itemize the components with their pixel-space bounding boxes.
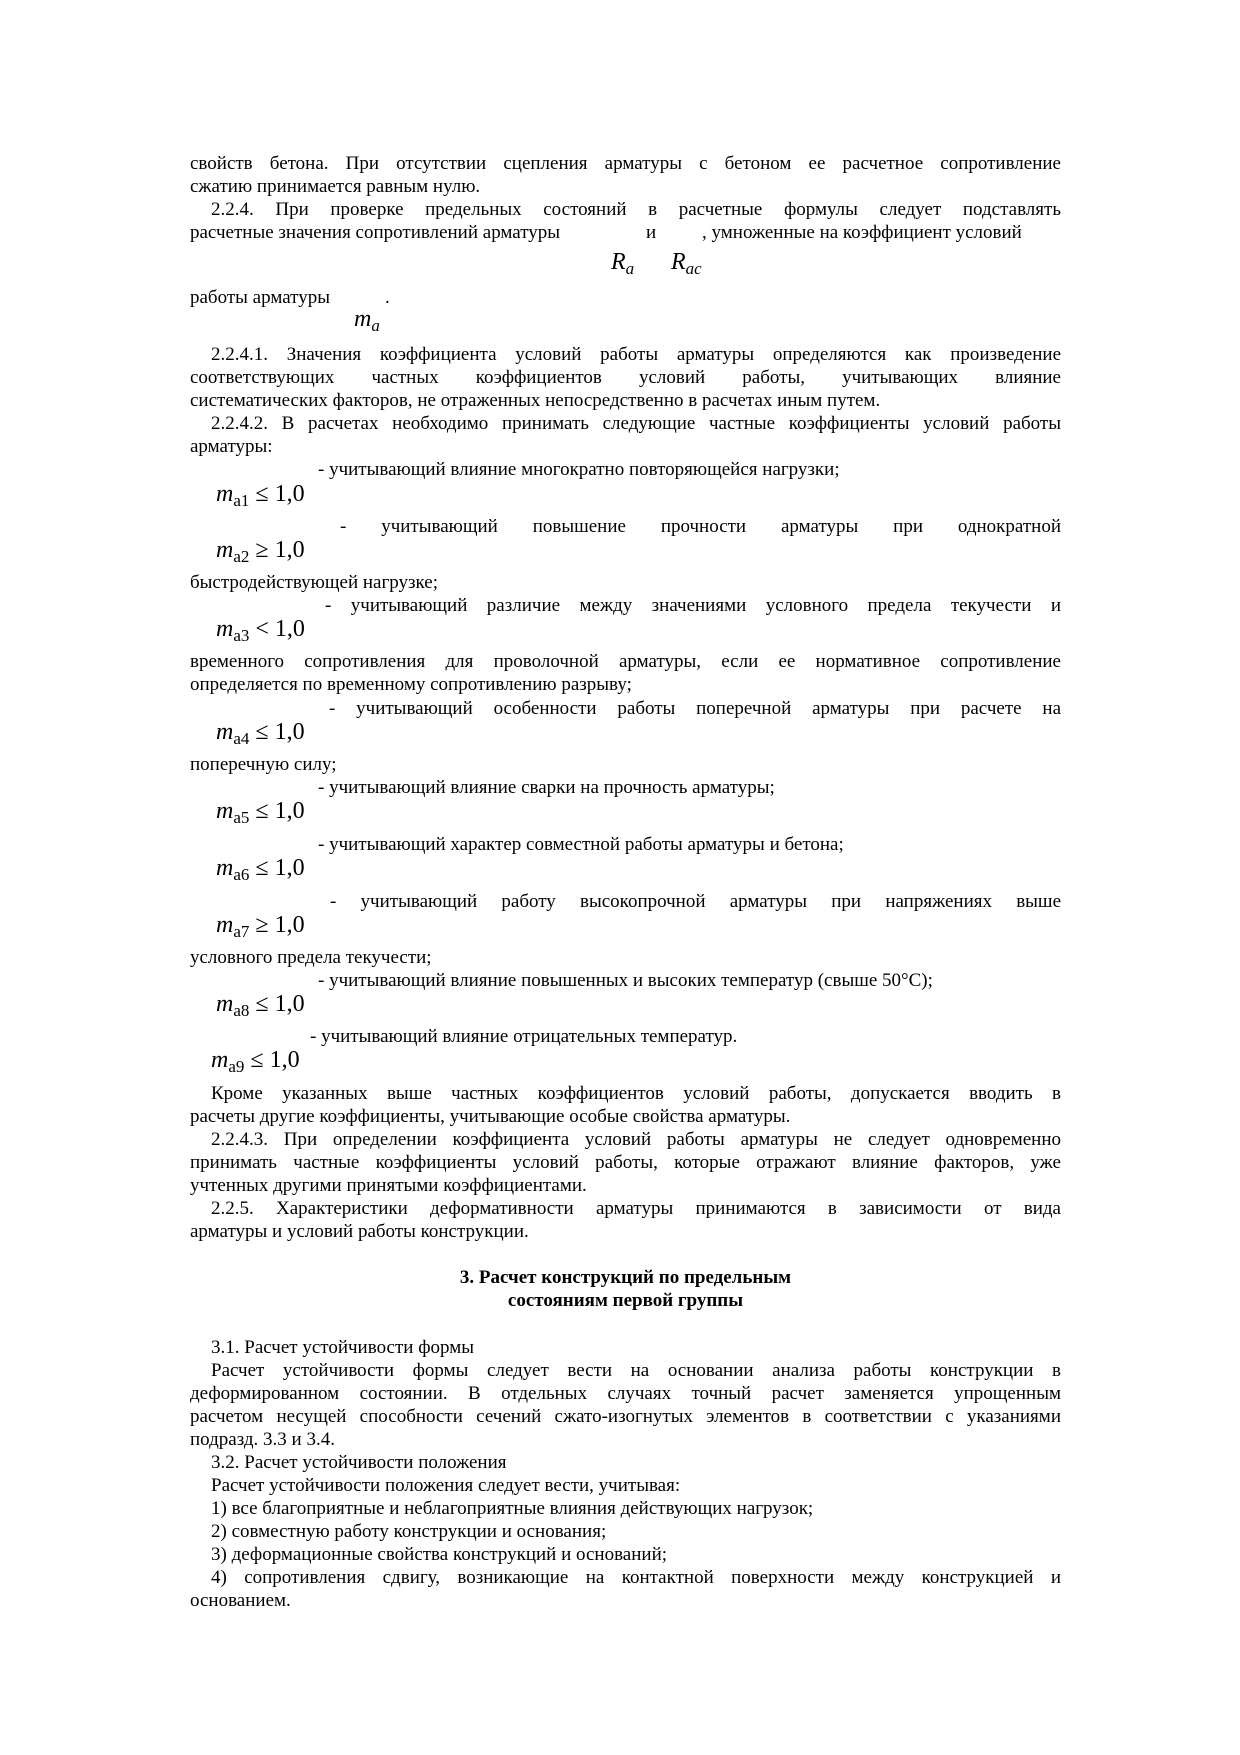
formula-ma7: $m_{a7} \ge 1,0$ — [216, 912, 305, 941]
text-line: 2.2.4.2. В расчетах необходимо принимать следующие частные коэффициенты условий работы — [211, 413, 1061, 434]
formula-rac: $R_{ac}$ — [671, 249, 702, 278]
text-line: свойств бетона. При отсутствии сцепления арматуры с бетоном ее расчетное сопротивление — [190, 153, 1061, 174]
formula-ma2: $m_{a2} \ge 1,0$ — [216, 537, 305, 566]
text-line: деформированном состоянии. В отдельных случаях точный расчет заменяется упрощенным — [190, 1383, 1061, 1404]
formula-ra: $R_a$ — [611, 249, 635, 278]
text-line: принимать частные коэффициенты условий работы, которые отражают влияние факторов, уже — [190, 1152, 1061, 1173]
formula-ma4: $m_{a4} \le 1,0$ — [216, 719, 305, 748]
text-fragment: - учитывающий влияние многократно повторяющейся нагрузки; — [318, 459, 840, 480]
text-fragment: - учитывающий характер совместной работы арматуры и бетона; — [318, 834, 844, 855]
text-line: систематических факторов, не отраженных непосредственно в расчетах иным путем. — [190, 390, 881, 411]
text-line: поперечную силу; — [190, 754, 337, 775]
text-fragment: - учитывающий влияние сварки на прочность арматуры; — [318, 777, 775, 798]
section-heading: 3. Расчет конструкций по предельным — [459, 1267, 792, 1288]
text-line: арматуры: — [190, 436, 273, 457]
text-line: временного сопротивления для проволочной арматуры, если ее нормативное сопротивление — [190, 651, 1061, 672]
text-fragment: , умноженные на коэффициент условий — [702, 222, 1022, 243]
text-line: 2.2.4.3. При определении коэффициента условий работы арматуры не следует одновременно — [211, 1129, 1061, 1150]
text-line: быстродействующей нагрузке; — [190, 572, 438, 593]
text-line: 2.2.5. Характеристики деформативности арматуры принимаются в зависимости от вида — [211, 1198, 1061, 1219]
text-line: - учитывающий работу высокопрочной арматуры при напряжениях выше — [330, 891, 1061, 912]
formula-ma1: $m_{a1} \le 1,0$ — [216, 481, 305, 510]
text-line: подразд. 3.3 и 3.4. — [190, 1429, 335, 1450]
text-line: условного предела текучести; — [190, 947, 432, 968]
formula-ma: $m_a$ — [354, 306, 380, 335]
text-fragment: работы арматуры — [190, 287, 330, 308]
list-item: 4) сопротивления сдвигу, возникающие на контактной поверхности между конструкцией и — [211, 1567, 1061, 1588]
formula-ma5: $m_{a5} \le 1,0$ — [216, 798, 305, 827]
text-line: основанием. — [190, 1590, 291, 1611]
text-line: Кроме указанных выше частных коэффициентов условий работы, допускается вводить в — [211, 1083, 1061, 1104]
text-fragment: и — [646, 222, 657, 243]
subsection-title: 3.2. Расчет устойчивости положения — [211, 1452, 507, 1473]
text-line: расчетом несущей способности сечений сжато-изогнутых элементов в соответствии с указаниями — [190, 1406, 1061, 1427]
text-line: расчеты другие коэффициенты, учитывающие особые свойства арматуры. — [190, 1106, 791, 1127]
subsection-title: 3.1. Расчет устойчивости формы — [211, 1337, 475, 1358]
text-fragment: - учитывающий влияние повышенных и высоких температур (свыше 50°С); — [318, 970, 933, 991]
list-item: 2) совместную работу конструкции и основания; — [211, 1521, 607, 1542]
list-item: 3) деформационные свойства конструкций и оснований; — [211, 1544, 668, 1565]
section-heading: состояниям первой группы — [507, 1290, 744, 1311]
text-line: сжатию принимается равным нулю. — [190, 176, 481, 197]
text-line: - учитывающий особенности работы поперечной арматуры при расчете на — [329, 698, 1061, 719]
text-line: 2.2.4. При проверке предельных состояний в расчетные формулы следует подставлять — [211, 199, 1061, 220]
formula-ma6: $m_{a6} \le 1,0$ — [216, 855, 305, 884]
text-line: учтенных другими принятыми коэффициентами. — [190, 1175, 587, 1196]
text-line: определяется по временному сопротивлению разрыву; — [190, 674, 632, 695]
text-line: - учитывающий повышение прочности арматуры при однократной — [340, 516, 1061, 537]
text-fragment: . — [385, 287, 390, 308]
formula-ma3: $m_{a3} < 1,0$ — [216, 616, 305, 645]
text-line: Расчет устойчивости положения следует вести, учитывая: — [211, 1475, 681, 1496]
text-fragment: расчетные значения сопротивлений арматуры — [190, 222, 561, 243]
formula-ma9: $m_{a9} \le 1,0$ — [211, 1047, 300, 1076]
text-line: Расчет устойчивости формы следует вести на основании анализа работы конструкции в — [211, 1360, 1061, 1381]
list-item: 1) все благоприятные и неблагоприятные влияния действующих нагрузок; — [211, 1498, 814, 1519]
text-fragment: - учитывающий влияние отрицательных температур. — [310, 1026, 738, 1047]
text-line: 2.2.4.1. Значения коэффициента условий работы арматуры определяются как произведение — [211, 344, 1061, 365]
text-line: арматуры и условий работы конструкции. — [190, 1221, 529, 1242]
formula-ma8: $m_{a8} \le 1,0$ — [216, 991, 305, 1020]
text-line: - учитывающий различие между значениями условного предела текучести и — [325, 595, 1061, 616]
text-line: соответствующих частных коэффициентов условий работы, учитывающих влияние — [190, 367, 1061, 388]
